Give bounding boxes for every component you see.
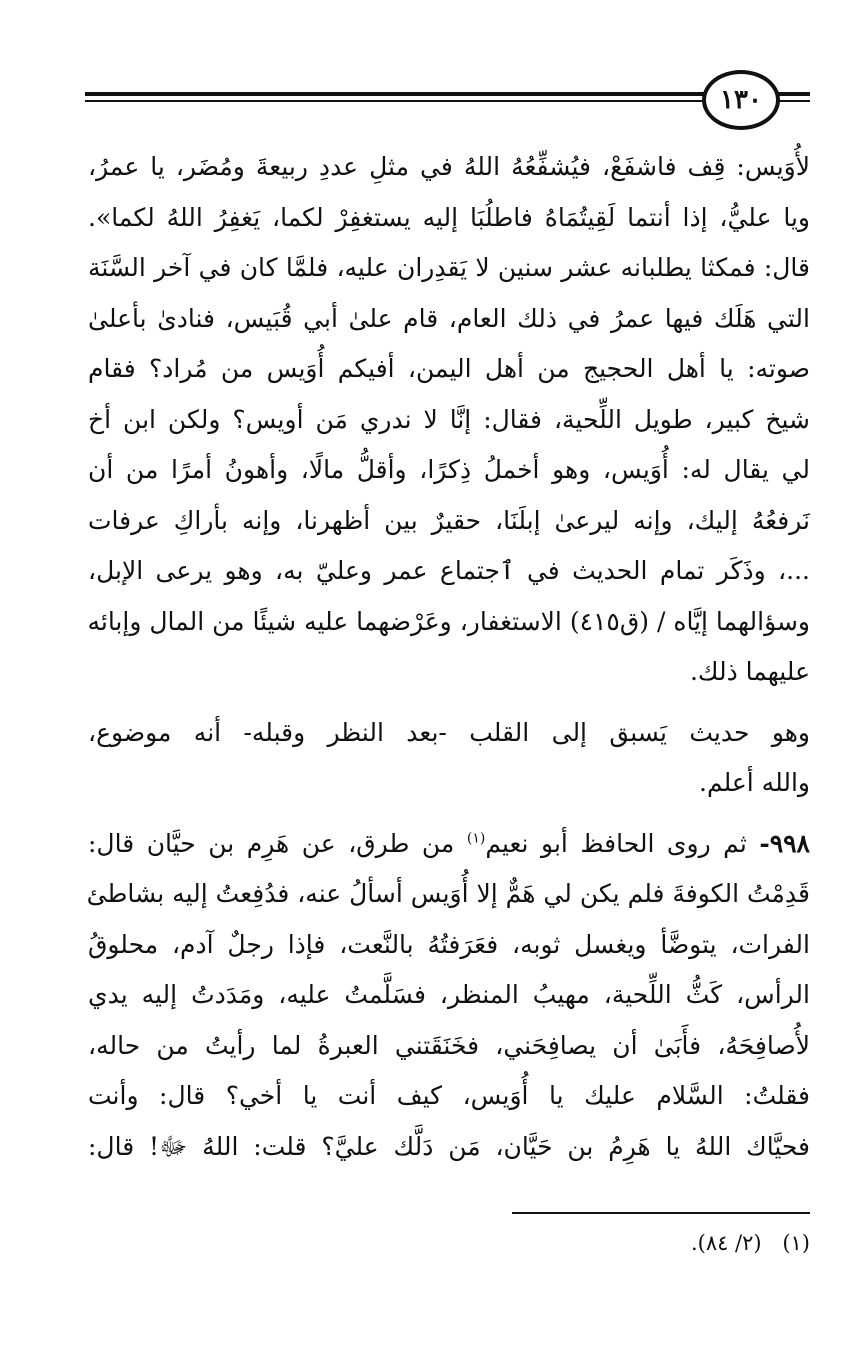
text-line: قال: فمكثا يطلبانه عشر سنين لا يَقدِران عليه، فلمَّا كان في آخر السَّنَة bbox=[88, 253, 810, 282]
text-segment: من طرق، عن هَرِم بن حيَّان قال: bbox=[88, 828, 467, 858]
paragraph-1 bbox=[88, 142, 810, 698]
text-line: فقلتُ: السَّلام عليك يا أُوَيس، كيف أنت يا أخي؟ قال: وأنت bbox=[88, 1081, 810, 1110]
text-segment: ثم روى الحافظ أبو نعيم bbox=[485, 828, 760, 858]
footnote-reference[interactable]: (١) bbox=[466, 830, 486, 847]
paragraph-2 bbox=[88, 708, 810, 809]
text-line: قَدِمْتُ الكوفةَ فلم يكن لي هَمٌّ إلا أُوَيس أسألُ عنه، فدُفِعتُ إليه بشاطئ bbox=[86, 879, 810, 908]
footnote-marker: (١) bbox=[782, 1231, 810, 1255]
text-line: عليهما ذلك. bbox=[689, 657, 810, 686]
text-line: لأُصافِحَهُ، فأَبَىٰ أن يصافِحَني، فخَنَقَتني العبرةُ لما رأيتُ من حاله، bbox=[88, 1030, 810, 1060]
text-line: التي هَلَك فيها عمرُ في ذلك العام، قام علىٰ أبي قُبَيس، فنادىٰ بأعلىٰ bbox=[88, 303, 810, 333]
text-line: نَرفعُهُ إليك، وإنه ليرعىٰ إبلَنَا، حقيرٌ بين أظهرنا، وإنه بأراكِ عرفات bbox=[88, 505, 810, 535]
header-rule-thick bbox=[85, 92, 705, 96]
paragraph-3 bbox=[88, 819, 810, 1173]
footnote-separator bbox=[512, 1212, 810, 1214]
text-line: الفرات، يتوضَّأ ويغسل ثوبه، فعَرَفتُهُ بالنَّعت، فإذا رجلٌ آدم، محلوقُ bbox=[88, 929, 810, 959]
text-line: ...، وذَكَر تمام الحديث في ٱجتماع عمر وعليّ به، وهو يرعى الإبل، bbox=[88, 556, 810, 585]
text-line: شيخ كبير، طويل اللِّحية، فقال: إنَّا لا ندري مَن أويس؟ ولكن ابن أخ bbox=[88, 404, 810, 434]
text-line: الرأس، كَثُّ اللِّحية، مهيبُ المنظر، فسَلَّمتُ عليه، ومَدَدتُ إليه يدي bbox=[88, 980, 810, 1009]
text-line: فحيَّاك اللهُ يا هَرِمُ بن حَيَّان، مَن دَلَّك عليَّ؟ قلت: اللهُ ﷻ! قال: bbox=[88, 1131, 810, 1161]
header-rule-stub-thick bbox=[775, 92, 810, 96]
header-rule-stub-thin bbox=[775, 100, 810, 102]
page-header bbox=[85, 70, 810, 130]
hadith-number: ٩٩٨- bbox=[759, 828, 810, 858]
text-line: لأُوَيس: قِف فاشفَعْ، فيُشفِّعُهُ اللهُ في مثلِ عددِ ربيعةَ ومُضَر، يا عمرُ، bbox=[88, 152, 810, 181]
footnote-text: (٢/ ٨٤). bbox=[690, 1231, 762, 1255]
text-line: وسؤالهما إيَّاه / (ق٤١٥) الاستغفار، وعَرْضهما عليه شيئًا من المال وإبائه bbox=[87, 606, 810, 636]
text-line: ويا عليُّ، إذا أنتما لَقِيتُمَاهُ فاطلُبَا إليه يستغفِرْ لكما، يَغفِرُ اللهُ لكما». bbox=[88, 202, 810, 232]
page-number: ١٣٠ bbox=[702, 70, 780, 130]
text-line: صوته: يا أهل الحجيج من أهل اليمن، أفيكم أُوَيس من مُراد؟ فقام bbox=[88, 354, 810, 383]
text-line: والله أعلم. bbox=[699, 768, 810, 797]
text-line: وهو حديث يَسبق إلى القلب -بعد النظر وقبله- أنه موضوع، bbox=[88, 717, 810, 747]
main-text bbox=[88, 142, 810, 1172]
header-rule-thin bbox=[85, 100, 705, 102]
text-line-first bbox=[88, 819, 810, 870]
text-line: لي يقال له: أُوَيس، وهو أخملُ ذِكرًا، وأقلُّ مالًا، وأهونُ أمرًا من أن bbox=[88, 455, 810, 484]
footnote bbox=[691, 1226, 810, 1260]
